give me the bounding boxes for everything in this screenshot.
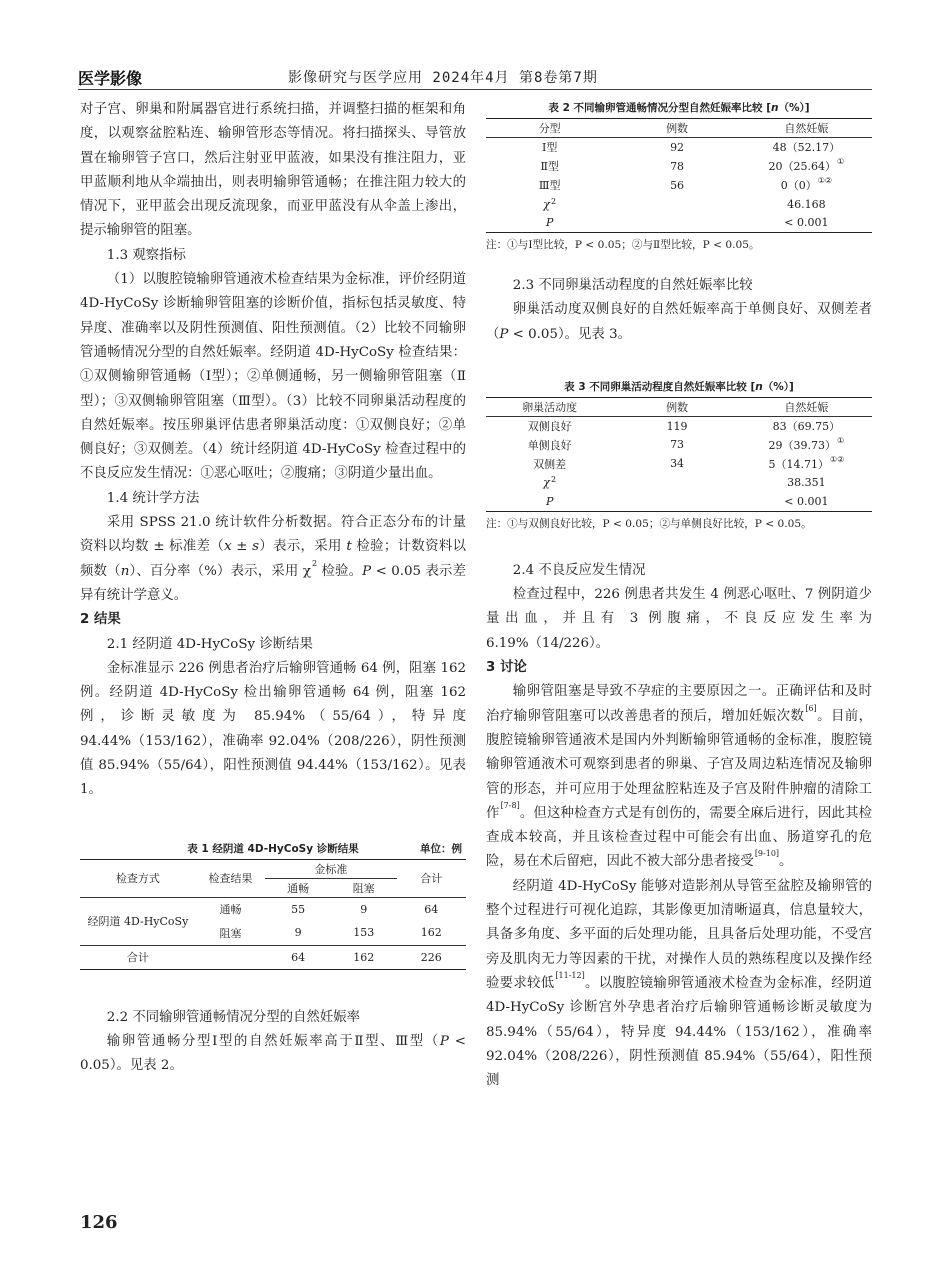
table-cell: 162 <box>353 950 375 964</box>
right-column <box>486 98 872 1093</box>
table-cell: 9 <box>294 926 302 940</box>
paragraph: 检查过程中，226 例患者共发生 4 例恶心呕吐、7 例阴道少量出血，并且有 3 例腹痛，不良反应发生率为 6.19%（14/226）。 <box>486 587 872 651</box>
table-row: Ⅱ型 78 20（25.64）① <box>540 157 845 173</box>
data-table <box>486 118 872 233</box>
data-table <box>486 397 872 512</box>
table-row: Ⅰ型 92 48（52.17） <box>542 140 841 155</box>
header-cell: 金标准 <box>265 859 396 878</box>
table-row: Ⅲ型 56 0（0）①② <box>538 176 833 192</box>
table-1 <box>80 839 466 970</box>
table-cell: 经阴道 4D-HyCoSy <box>87 915 189 929</box>
table-3 <box>486 377 872 535</box>
table-cell: 153 <box>353 926 375 940</box>
header-cell: 检查结果 <box>196 859 265 897</box>
paragraph: （1）以腹腔镜输卵管通液术检查结果为金标准，评价经阴道 4D-HyCoSy 诊断输卵管阻塞的诊断价值，指标包括灵敏度、特异度、准确率以及阴性预测值、阳性预测值。（2）比较不同输卵管通畅情况分型的自然妊娠率。经阴道 4D-HyCoSy 检查结果：①双侧输卵管通畅（Ⅰ型）；②单侧通畅，另一侧输卵管阻塞（Ⅱ型）；③双侧输卵管阻塞（Ⅲ型）。（3）比较不同卵巢活动程度的自然妊娠率。按压卵巢评估患者卵巢活动度：①双侧良好；②单侧良好；③双侧差。（4）统计经阴道 4D-HyCoSy 检查过程中的不良反应发生情况：①恶心呕吐；②腹痛；③阴道少量出血。 <box>80 272 466 482</box>
table-unit: 单位：例 <box>420 842 462 855</box>
chapter-heading: 3 讨论 <box>486 660 527 676</box>
table-note: 注：①与双侧良好比较，P < 0.05；②与单侧良好比较，P < 0.05。 <box>486 517 812 530</box>
chapter-heading: 2 结果 <box>80 612 121 628</box>
running-header <box>78 64 872 90</box>
table-row <box>80 945 466 969</box>
data-table <box>80 859 466 970</box>
paragraph: 卵巢活动度双侧良好的自然妊娠率高于单侧良好、双侧差者（P < 0.05）。见表 3。 <box>486 302 872 342</box>
paragraph: 输卵管阻塞是导致不孕症的主要原因之一。正确评估和及时治疗输卵管阻塞可以改善患者的预后，增加妊娠次数[6]。目前，腹腔镜输卵管通液术是国内外判断输卵管通畅的金标准，腹腔镜输卵管通液术可观察到患者的卵巢、子宫及周边粘连情况及输卵管的形态，并可应用于处理盆腔粘连及子宫及附件肿瘤的清除工作[7-8]。但这种检查方式是有创伤的，需要全麻后进行，因此其检查成本较高，并且该检查过程中可能会有出血、肠道穿孔的危险，易在术后留疤，因此不被大部分患者接受[9-10]。 <box>486 684 873 870</box>
table-row <box>80 897 466 921</box>
table-row: P < 0.001 <box>545 216 829 230</box>
table-title: 表 1 经阴道 4D-HyCoSy 诊断结果 <box>187 842 359 855</box>
table-cell: 通畅 <box>219 903 242 917</box>
table-row: 双侧差 34 5（14.71）①② <box>533 454 845 471</box>
header-cell: 自然妊娠 <box>741 397 872 416</box>
header-cell: 分型 <box>486 119 613 138</box>
left-column <box>80 98 466 1079</box>
table-cell: 合计 <box>126 951 149 965</box>
page-number: 126 <box>80 1212 118 1233</box>
header-cell: 检查方式 <box>80 859 196 897</box>
section-heading: 1.4 统计学方法 <box>106 490 200 506</box>
table-cell: 55 <box>291 902 306 916</box>
table-row: 双侧良好 119 83（69.75） <box>527 419 841 434</box>
table-cell: 226 <box>420 950 442 964</box>
section-heading: 2.1 经阴道 4D-HyCoSy 诊断结果 <box>106 636 313 652</box>
table-caption: 表 3 不同卵巢活动程度自然妊娠率比较 [n（%）] <box>564 380 794 393</box>
section-heading: 1.3 观察指标 <box>106 247 186 263</box>
table-caption: 表 2 不同输卵管通畅情况分型自然妊娠率比较 [n（%）] <box>548 102 810 114</box>
header-cell: 卵巢活动度 <box>486 397 613 416</box>
header-cell: 例数 <box>613 119 740 138</box>
table-cell: 9 <box>360 902 368 916</box>
table-row: $\chi^2$ 46.168 <box>543 196 826 211</box>
header-cell: 合计 <box>397 859 466 897</box>
table-cell: 64 <box>424 902 439 916</box>
journal-title: 影像研究与医学应用 2024年4月 第8卷第7期 <box>288 70 598 86</box>
journal-section: 医学影像 <box>78 69 143 88</box>
section-heading: 2.3 不同卵巢活动程度的自然妊娠率比较 <box>512 278 753 293</box>
paragraph: 输卵管通畅分型Ⅰ型的自然妊娠率高于Ⅱ型、Ⅲ型（P < 0.05）。见表 2。 <box>80 1033 466 1074</box>
table-2 <box>486 98 872 256</box>
header-cell: 通畅 <box>265 878 331 897</box>
header-cell: 自然妊娠 <box>741 119 872 138</box>
header-cell: 阻塞 <box>331 878 397 897</box>
table-row: 单侧良好 73 29（39.73）① <box>527 435 845 452</box>
paragraph: 经阴道 4D-HyCoSy 能够对造影剂从导管至盆腔及输卵管的整个过程进行可视化追踪，其影像更加清晰逼真，信息量较大，具备多角度、多平面的后处理功能，且具备后处理功能，不受宫旁及肌肉无力等因素的干扰，对操作人员的熟练程度以及操作经验要求较低[11-12]。以腹腔镜输卵管通液术检查为金标准，经阴道 4D-HyCoSy 诊断宫外孕患者治疗后输卵管通畅诊断灵敏度为 85.94%（55/64），特异度 94.44%（153/162），准确率 92.04%（208/226），阴性预测值 85.94%（55/64），阳性预测 <box>486 878 873 1089</box>
table-cell: 阻塞 <box>219 926 242 940</box>
paragraph: 金标准显示 226 例患者治疗后输卵管通畅 64 例，阻塞 162 例。经阴道 4D-HyCoSy 检出输卵管通畅 64 例，阻塞 162 例，诊断灵敏度为 85.94%（55/64），特异度 94.44%（153/162），准确率 92.04%（208/226），阴性预测值 85.94%（55/64），阳性预测值 94.44%（153/162）。见表 1。 <box>80 660 466 798</box>
table-cell: 162 <box>420 926 442 940</box>
table-note: 注：①与Ⅰ型比较，P < 0.05；②与Ⅱ型比较，P < 0.05。 <box>486 239 760 251</box>
section-heading: 2.2 不同输卵管通畅情况分型的自然妊娠率 <box>106 1009 360 1025</box>
table-cell <box>196 945 265 969</box>
paragraph: 采用 SPSS 21.0 统计软件分析数据。符合正态分布的计量资料以均数 ± 标准差（x ± s）表示，采用 t 检验；计数资料以频数（n）、百分率（%）表示，采用 $\chi^2$ 检验。P < 0.05 表示差异有统计学意义。 <box>80 515 466 603</box>
section-heading: 2.4 不良反应发生情况 <box>512 562 646 578</box>
table-row: P < 0.001 <box>545 495 829 509</box>
table-caption <box>80 839 466 859</box>
table-cell: 64 <box>291 950 306 964</box>
table-row: $\chi^2$ 38.351 <box>543 475 826 490</box>
header-cell: 例数 <box>613 397 740 416</box>
paragraph: 对子宫、卵巢和附属器官进行系统扫描，并调整扫描的框架和角度，以观察盆腔粘连、输卵管形态等情况。将扫描探头、导管放置在输卵管子宫口，然后注射亚甲蓝液，如果没有推注阻力，亚甲蓝顺利地从伞端抽出，则表明输卵管通畅；在推注阻力较大的情况下，亚甲蓝会出现反流现象，而亚甲蓝没有从伞盖上渗出，提示输卵管的阻塞。 <box>80 102 466 239</box>
